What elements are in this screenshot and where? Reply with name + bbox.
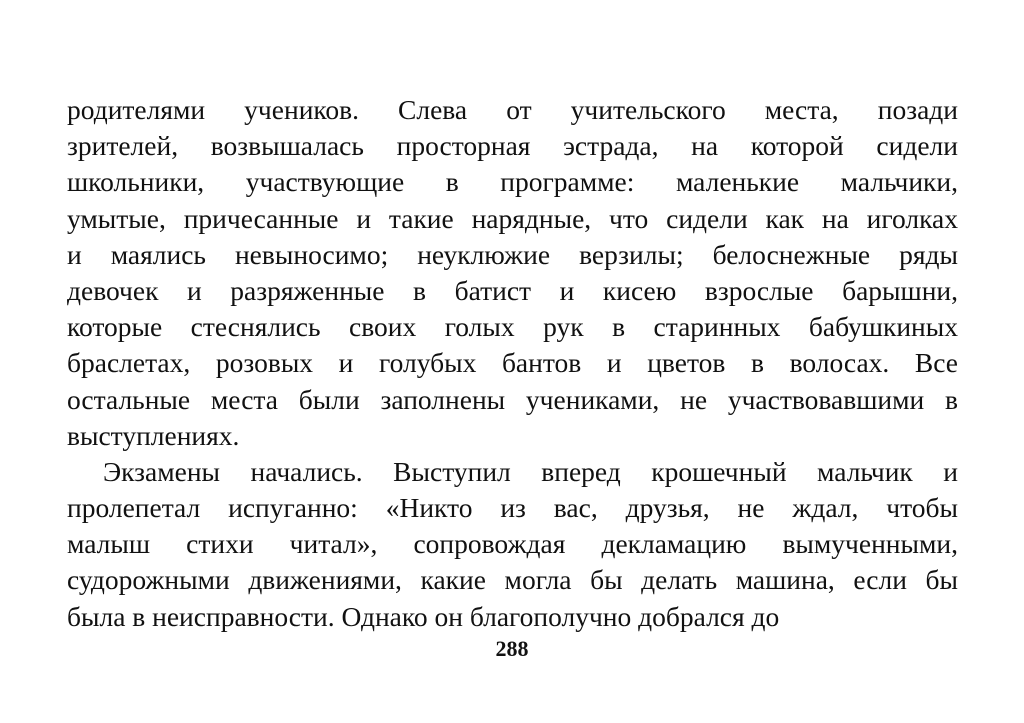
text-line: девочек и разряженные в батист и кисею взрослые барышни, [67, 274, 958, 306]
body-text [67, 92, 958, 635]
text-line: и маялись невыносимо; неуклюжие верзилы; белоснежные ряды [67, 238, 958, 270]
text-line: пролепетал испуганно: «Никто из вас, друзья, не ждал, чтобы [67, 492, 958, 524]
page-number: 288 [495, 636, 529, 661]
paragraph-1 [67, 92, 958, 454]
text-line: школьники, участвующие в программе: маленькие мальчики, [67, 166, 958, 198]
paragraph-2 [67, 454, 958, 635]
text-line: судорожными движениями, какие могла бы делать машина, если бы [67, 564, 958, 596]
text-line: которые стеснялись своих голых рук в старинных бабушкиных [67, 311, 958, 343]
text-line: остальные места были заполнены учениками, не участвовавшими в [67, 383, 958, 415]
text-line: умытые, причесанные и такие нарядные, что сидели как на иголках [67, 202, 958, 234]
text-line: зрителей, возвышалась просторная эстрада, на которой сидели [67, 130, 958, 162]
text-line: малыш стихи читал», сопровождая декламацию вымученными, [67, 528, 958, 560]
text-line: браслетах, розовых и голубых бантов и цветов в волосах. Все [67, 347, 958, 379]
text-line: была в неисправности. Однако он благополучно добрался до [67, 600, 780, 632]
text-line: Экзамены начались. Выступил вперед крошечный мальчик и [103, 455, 958, 487]
text-line: выступлениях. [67, 419, 240, 451]
text-line: родителями учеников. Слева от учительского места, позади [67, 94, 958, 125]
